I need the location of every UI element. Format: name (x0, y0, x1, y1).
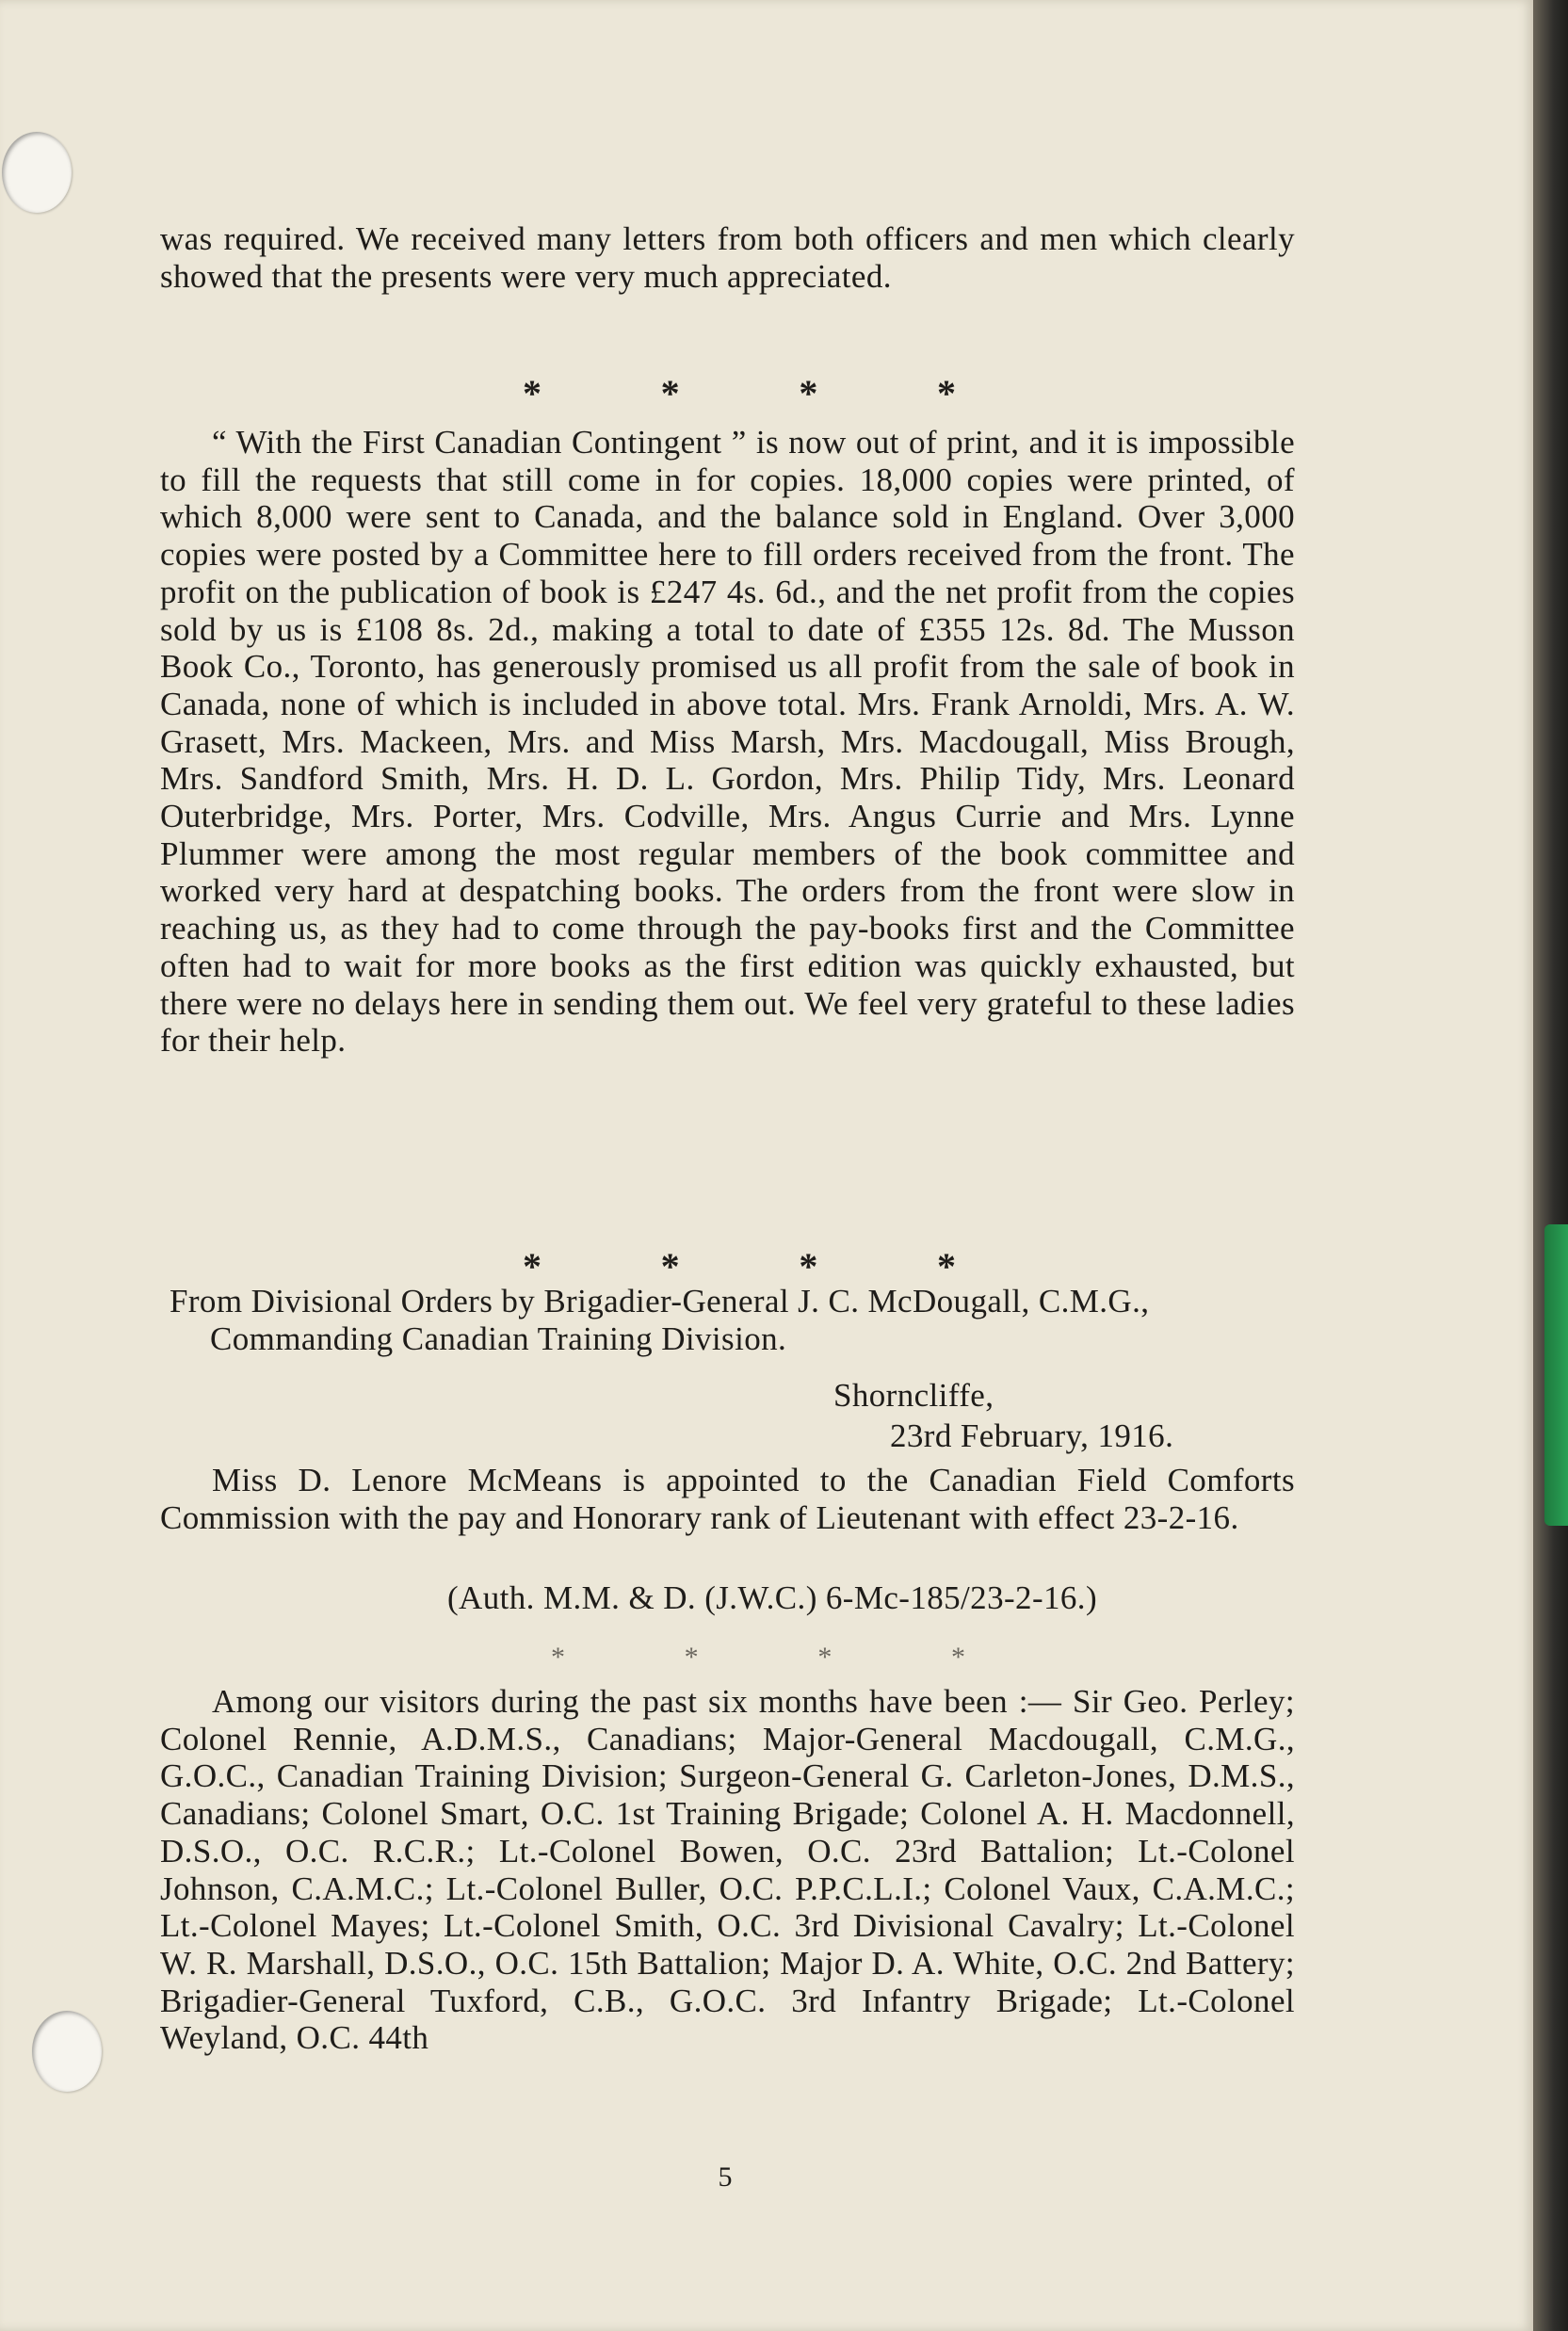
section-separator-1 (523, 372, 956, 414)
authority-reference: (Auth. M.M. & D. (J.W.C.) 6-Mc-185/23-2-16.) (447, 1579, 1097, 1616)
separator-star: * (799, 372, 818, 414)
separator-star: * (551, 1642, 565, 1673)
green-index-tab (1544, 1224, 1568, 1526)
separator-star: * (660, 1245, 680, 1287)
section-separator-3 (551, 1639, 965, 1676)
separator-star: * (684, 1642, 699, 1673)
separator-star: * (799, 1245, 818, 1287)
separator-star: * (950, 1642, 965, 1673)
section-separator-2 (523, 1245, 956, 1287)
order-date: 23rd February, 1916. (890, 1417, 1174, 1454)
binding-edge (1533, 0, 1568, 2331)
continuation-paragraph: was required. We received many letters from both officers and men which clearly showed that the presents were very much appreciated. (160, 220, 1295, 295)
separator-star: * (936, 1245, 956, 1287)
punch-hole-top (2, 132, 72, 213)
separator-star: * (523, 1245, 542, 1287)
visitors-paragraph: Among our visitors during the past six months have been :— Sir Geo. Perley; Colonel Rennie, A.D.M.S., Canadians; Major-General Macdougall, C.M.G., G.O.C., Canadian Training Division; Surgeon-General G. Carleton-Jones, D.M.S., Canadians; Colonel Smart, O.C. 1st Training Brigade; Colonel A. H. Macdonnell, D.S.O., O.C. R.C.R.; Lt.-Colonel Bowen, O.C. 23rd Battalion; Lt.-Colonel Johnson, C.A.M.C.; Lt.-Colonel Buller, O.C. P.P.C.L.I.; Colonel Vaux, C.A.M.C.; Lt.-Colonel Mayes; Lt.-Colonel Smith, O.C. 3rd Divisional Cavalry; Lt.-Colonel W. R. Marshall, D.S.O., O.C. 15th Battalion; Major D. A. White, O.C. 2nd Battery; Brigadier-General Tuxford, C.B., G.O.C. 3rd Infantry Brigade; Lt.-Colonel Weyland, O.C. 44th (160, 1683, 1295, 2057)
divisional-orders-heading: From Divisional Orders by Brigadier-General J. C. McDougall, C.M.G., Commanding Canadian Training Division. (170, 1283, 1150, 1357)
separator-star: * (936, 372, 956, 414)
appointment-paragraph: Miss D. Lenore McMeans is appointed to the Canadian Field Comforts Commission with the pay and Honorary rank of Lieutenant with effect 23-2-16. (160, 1462, 1295, 1536)
punch-hole-bottom (32, 2011, 102, 2092)
separator-star: * (523, 372, 542, 414)
page-number: 5 (718, 2161, 733, 2193)
separator-star: * (817, 1642, 832, 1673)
contingent-book-paragraph: “ With the First Canadian Contingent ” is now out of print, and it is impossible to fill the requests that still come in for copies. 18,000 copies were printed, of which 8,000 were sent to Canada, and the balance sold in England. Over 3,000 copies were posted by a Committee here to fill orders received from the front. The profit on the publication of book is £247 4s. 6d., and the net profit from the copies sold by us is £108 8s. 2d., making a total to date of £355 12s. 8d. The Musson Book Co., Toronto, has generously promised us all profit from the sale of book in Canada, none of which is included in above total. Mrs. Frank Arnoldi, Mrs. A. W. Grasett, Mrs. Mackeen, Mrs. and Miss Marsh, Mrs. Macdougall, Miss Brough, Mrs. Sandford Smith, Mrs. H. D. L. Gordon, Mrs. Philip Tidy, Mrs. Leonard Outerbridge, Mrs. Porter, Mrs. Codville, Mrs. Angus Currie and Mrs. Lynne Plummer were among the most regular members of the book committee and worked very hard at despatching books. The orders from the front were slow in reaching us, as they had to come through the pay-books first and the Committee often had to wait for more books as the first edition was quickly exhausted, but there were no delays here in sending them out. We feel very grateful to these ladies for their help. (160, 424, 1295, 1060)
order-place: Shorncliffe, (833, 1377, 994, 1414)
separator-star: * (660, 372, 680, 414)
